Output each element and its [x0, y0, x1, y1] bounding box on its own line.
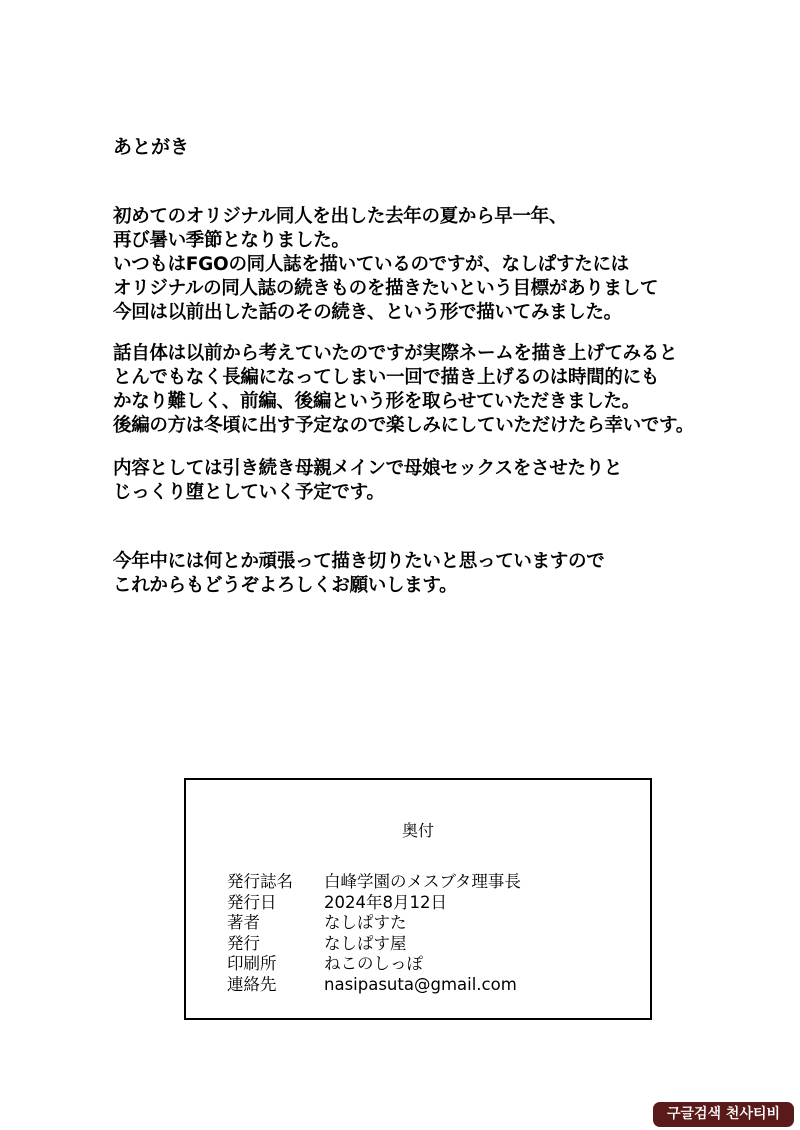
afterword-paragraph-1	[113, 205, 658, 325]
colophon-box	[184, 778, 652, 1020]
colophon-label: 著者	[227, 913, 260, 932]
text-line: 後編の方は冬頃に出す予定なので楽しみにしていただけたら幸いです。	[113, 415, 694, 436]
text-line: じっくり堕としていく予定です。	[113, 482, 385, 503]
colophon-value: ねこのしっぽ	[324, 954, 423, 973]
colophon-value: 白峰学園のメスブタ理事長	[324, 872, 521, 891]
colophon-value: なしぱすた	[324, 913, 407, 932]
colophon-row	[227, 934, 521, 955]
text-line: かなり難しく、前編、後編という形を取らせていただきました。	[113, 391, 640, 412]
colophon-row	[227, 893, 521, 914]
colophon-label: 発行日	[227, 892, 277, 912]
text-line: オリジナルの同人誌の続きものを描きたいという目標がありまして	[113, 278, 659, 299]
colophon-label: 発行誌名	[227, 872, 293, 891]
text-line: 初めてのオリジナル同人を出した去年の夏から早一年、	[113, 206, 568, 227]
text-line: とんでもなく長編になってしまい一回で描き上げるのは時間的にも	[113, 367, 660, 388]
text-line: 再び暑い季節となりました。	[113, 230, 350, 251]
text-line: いつもはFGOの同人誌を描いているのですが、なしぱすたには	[113, 254, 629, 275]
colophon-label: 印刷所	[227, 954, 277, 973]
colophon-row	[227, 954, 521, 975]
text-line: 話自体は以前から考えていたのですが実際ネームを描き上げてみると	[113, 343, 678, 364]
text-line: これからもどうぞよろしくお願いします。	[113, 575, 458, 596]
contact-email: nasipasuta@gmail.com	[324, 974, 517, 994]
colophon-label: 発行	[227, 933, 260, 953]
colophon-row	[227, 913, 521, 934]
text-line: 今年中には何とか頑張って描き切りたいと思っていますので	[113, 551, 605, 572]
colophon-row	[227, 975, 521, 996]
text-line: 内容としては引き続き母親メインで母娘セックスをさせたりと	[113, 458, 623, 479]
colophon-value: なしぱす屋	[324, 933, 407, 953]
text-line: 今回は以前出した話のその続き、という形で描いてみました。	[113, 302, 622, 323]
afterword-heading: あとがき	[113, 136, 190, 158]
afterword-paragraph-2	[113, 342, 694, 438]
colophon-row	[227, 872, 521, 893]
colophon-title: 奥付	[401, 821, 434, 840]
afterword-paragraph-4	[113, 550, 604, 598]
colophon-table	[227, 872, 521, 995]
watermark-badge: 구글검색 천사티비	[653, 1102, 794, 1127]
colophon-label: 連絡先	[227, 974, 277, 994]
colophon-value: 2024年8月12日	[324, 892, 447, 912]
afterword-paragraph-3	[113, 457, 622, 505]
